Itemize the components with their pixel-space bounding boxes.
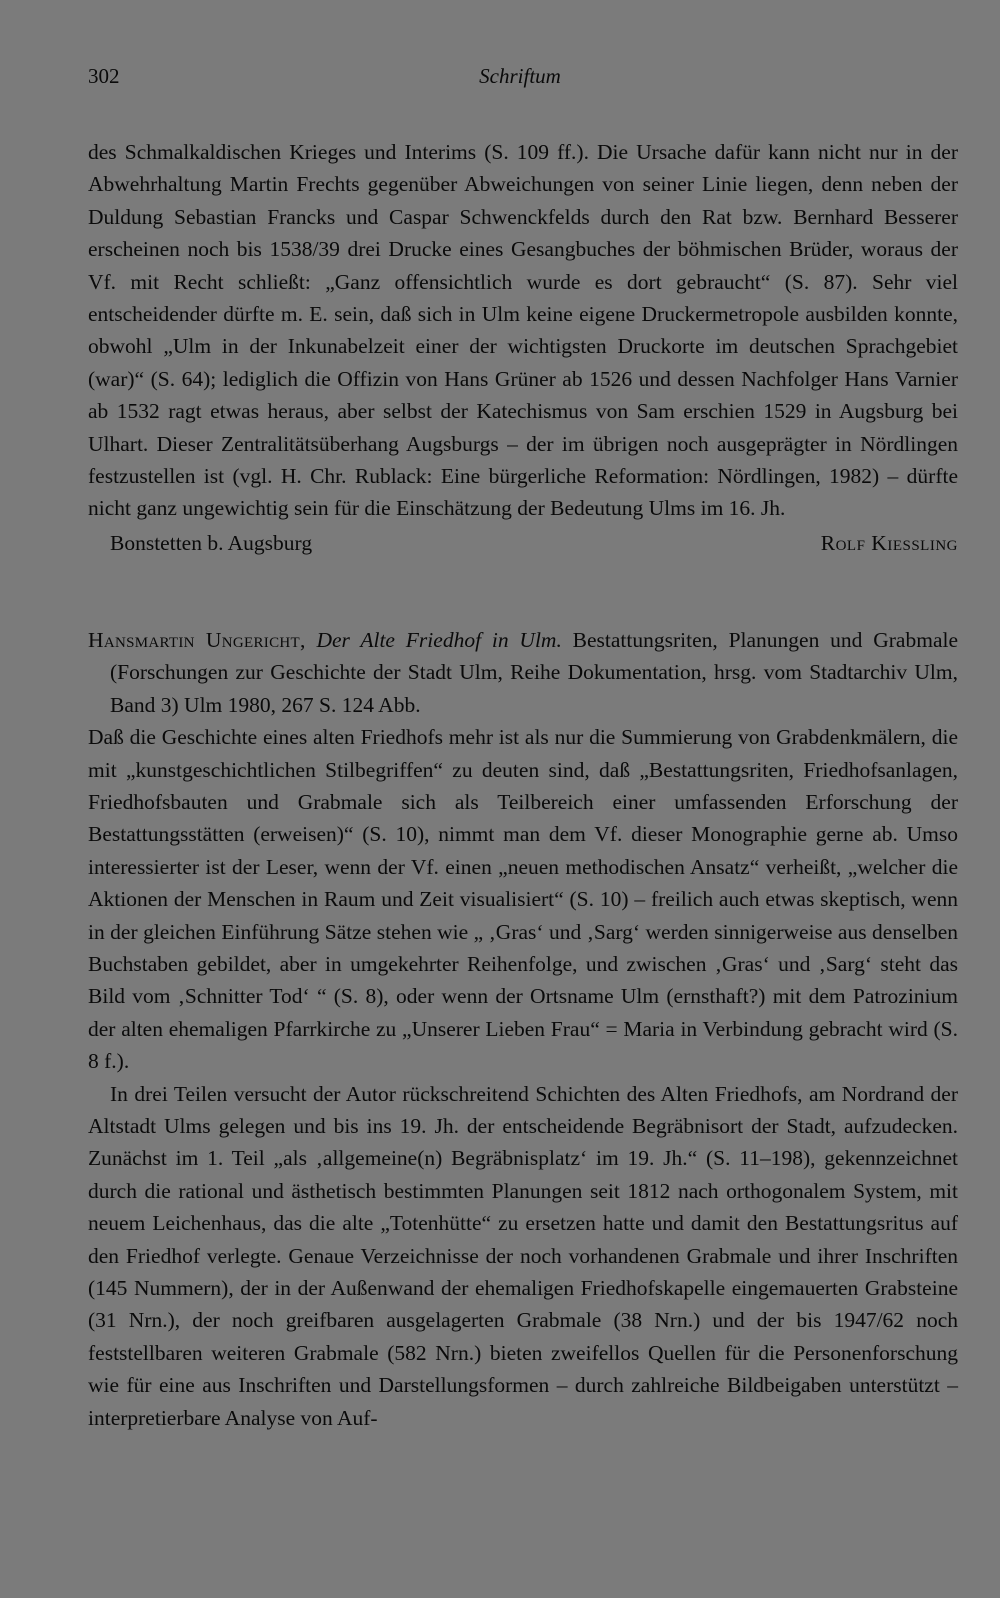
review-continuation-paragraph: des Schmalkaldischen Krieges und Interims (S. 109 ff.). Die Ursache dafür kann nicht nur in der Abwehrhaltung Martin Frechts gegenüber Abweichungen von seiner Linie liegen, denn neben der Duldung Sebastian Francks und Caspar Schwenckfelds durch den Rat bzw. Bernhard Besserer erscheinen noch bis 1538/39 drei Drucke eines Gesangbuches der böhmischen Brüder, woraus der Vf. mit Recht schließt: „Ganz offensichtlich wurde es dort gebraucht“ (S. 87). Sehr viel entscheidender dürfte m. E. sein, daß sich in Ulm keine eigene Druckermetropole ausbilden konnte, obwohl „Ulm in der Inkunabelzeit einer der wichtigsten Druckorte im deutschen Sprachgebiet (war)“ (S. 64); lediglich die Offizin von Hans Grüner ab 1526 und dessen Nachfolger Hans Varnier ab 1532 ragt etwas heraus, aber selbst der Katechismus von Sam erschien 1529 in Augsburg bei Ulhart. Dieser Zentralitätsüberhang Augsburgs – der im übrigen noch ausgeprägter in Nördlingen festzustellen ist (vgl. H. Chr. Rublack: Eine bürgerliche Reformation: Nördlingen, 1982) – dürfte nicht ganz ungewichtig sein für die Einschätzung der Bedeutung Ulms im 16. Jh. bbox=[88, 140, 958, 521]
body-text bbox=[88, 136, 958, 1434]
review-paragraph-2: In drei Teilen versucht der Autor rückschreitend Schichten des Alten Friedhofs, am Nordrand der Altstadt Ulms gelegen und bis ins 19. Jh. der entscheidende Begräbnisort der Stadt, aufzudecken. Zunächst im 1. Teil „als ‚allgemeine(n) Begräbnisplatz‘ im 19. Jh.“ (S. 11–198), gekennzeichnet durch die rational und ästhetisch bestimmten Planungen seit 1812 nach orthogonalem System, mit neuem Leichenhaus, das die alte „Totenhütte“ zu ersetzen hatte und damit den Bestattungsritus auf den Friedhof verlegte. Genaue Verzeichnisse der noch vorhandenen Grabmale und ihrer Inschriften (145 Nummern), der in der Außenwand der ehemaligen Friedhofskapelle eingemauerten Grabsteine (31 Nrn.), der noch greifbaren ausgelagerten Grabmale (38 Nrn.) und der bis 1947/62 noch feststellbaren weiteren Grabmale (582 Nrn.) bieten zweifellos Quellen für die Personenforschung wie für eine aus Inschriften und Darstellungsformen – durch zahlreiche Bildbeigaben unterstützt – interpretierbare Analyse von Auf- bbox=[88, 1081, 958, 1430]
bibliographic-entry bbox=[88, 624, 958, 721]
section-gap bbox=[88, 560, 958, 624]
reviewer-name: Rolf Kiessling bbox=[820, 530, 958, 555]
book-author: Hansmartin Ungericht, bbox=[88, 627, 306, 652]
page-number: 302 bbox=[88, 64, 120, 88]
review-signature bbox=[88, 527, 958, 560]
review-paragraph-1: Daß die Geschichte eines alten Friedhofs mehr ist als nur die Summierung von Grabdenkmälern, die mit „kunstgeschichtlichen Stilbegriffen“ zu deuten sind, daß „Bestattungsriten, Friedhofsanlagen, Friedhofsbauten und Grabmale sich als Teilbereich einer umfassenden Erforschung der Bestattungsstätten (erweisen)“ (S. 10), nimmt man dem Vf. dieser Monographie gerne ab. Umso interessierter ist der Leser, wenn der Vf. einen „neuen methodischen Ansatz“ verheißt, „welcher die Aktionen der Menschen in Raum und Zeit visualisiert“ (S. 10) – freilich auch etwas skeptisch, wenn in der gleichen Einführung Sätze stehen wie „ ‚Gras‘ und ‚Sarg‘ werden sinnigerweise aus denselben Buchstaben gebildet, aber in umgekehrter Reihenfolge, und zwischen ‚Gras‘ und ‚Sarg‘ steht das Bild vom ‚Schnitter Tod‘ “ (S. 8), oder wenn der Ortsname Ulm (ernsthaft?) mit dem Patrozinium der alten ehemaligen Pfarrkirche zu „Unserer Lieben Frau“ = Maria in Verbindung gebracht wird (S. 8 f.). bbox=[88, 725, 958, 1074]
running-head bbox=[88, 64, 952, 94]
book-title: Der Alte Friedhof in Ulm. bbox=[316, 627, 562, 652]
book-bibliography: Bestattungsriten, Planungen und Grabmale (Forschungen zur Geschichte der Stadt Ulm, Reihe Dokumentation, hrsg. vom Stadtarchiv Ulm, Band 3) Ulm 1980, 267 S. 124 Abb. bbox=[110, 627, 959, 717]
reviewer-place: Bonstetten b. Augsburg bbox=[110, 530, 313, 555]
running-title: Schriftum bbox=[479, 64, 561, 88]
